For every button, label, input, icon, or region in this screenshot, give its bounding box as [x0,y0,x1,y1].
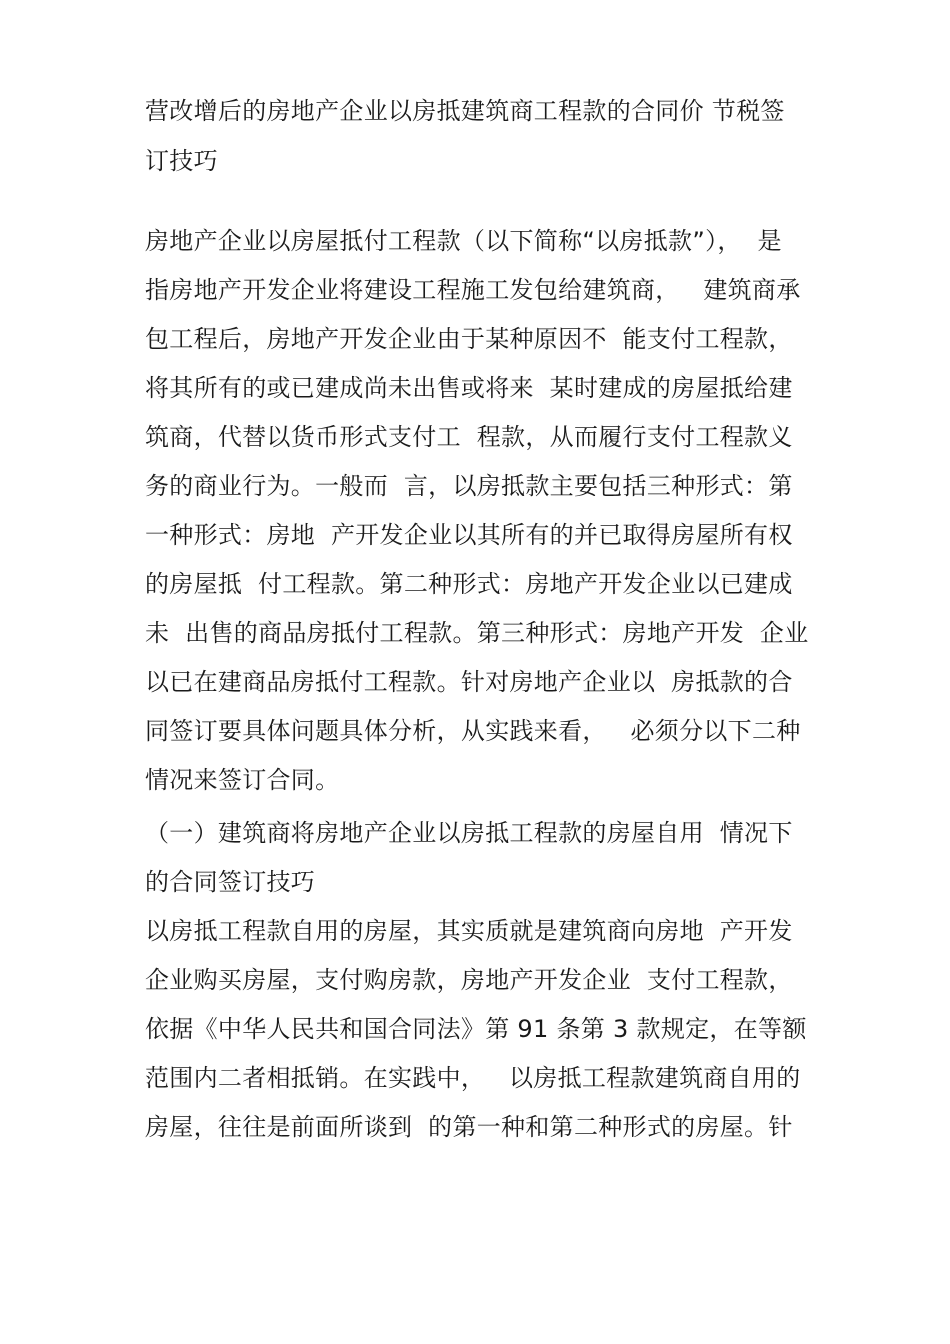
section-heading-line-1: （一）建筑商将房地产企业以房抵工程款的房屋自用 情况下 [145,819,793,847]
paragraph-line: 情况来签订合同。 [145,766,340,794]
paragraph-line: 范围内二者相抵销。在实践中， 以房抵工程款建筑商自用的 [145,1064,801,1092]
title-line-1: 营改增后的房地产企业以房抵建筑商工程款的合同价 节税签 [145,97,785,125]
paragraph-line: 企业购买房屋，支付购房款，房地产开发企业 支付工程款， [145,966,793,994]
paragraph-line: 依据《中华人民共和国合同法》第 91 条第 3 款规定，在等额 [145,1015,807,1043]
paragraph-line: 房地产企业以房屋抵付工程款（以下简称“以房抵款”）， 是 [145,227,782,255]
paragraph-line: 同签订要具体问题具体分析，从实践来看， 必须分以下二种 [145,717,801,745]
paragraph-line: 以已在建商品房抵付工程款。针对房地产企业以 房抵款的合 [145,668,793,696]
section-heading-line-2: 的合同签订技巧 [145,868,316,896]
paragraph-line: 的房屋抵 付工程款。第二种形式：房地产开发企业以已建成 [145,570,793,598]
paragraph-line: 将其所有的或已建成尚未出售或将来 某时建成的房屋抵给建 [145,374,793,402]
paragraph-line: 一种形式：房地 产开发企业以其所有的并已取得房屋所有权 [145,521,793,549]
title-line-2: 订技巧 [145,147,218,175]
paragraph-line: 务的商业行为。一般而 言，以房抵款主要包括三种形式：第 [145,472,793,500]
paragraph-line: 房屋，往往是前面所谈到 的第一种和第二种形式的房屋。针 [145,1113,793,1141]
paragraph-line: 未 出售的商品房抵付工程款。第三种形式：房地产开发 企业 [145,619,809,647]
paragraph-line: 筑商，代替以货币形式支付工 程款，从而履行支付工程款义 [145,423,793,451]
paragraph-line: 指房地产开发企业将建设工程施工发包给建筑商， 建筑商承 [145,276,801,304]
paragraph-line: 包工程后，房地产开发企业由于某种原因不 能支付工程款， [145,325,793,353]
paragraph-line: 以房抵工程款自用的房屋，其实质就是建筑商向房地 产开发 [145,917,793,945]
